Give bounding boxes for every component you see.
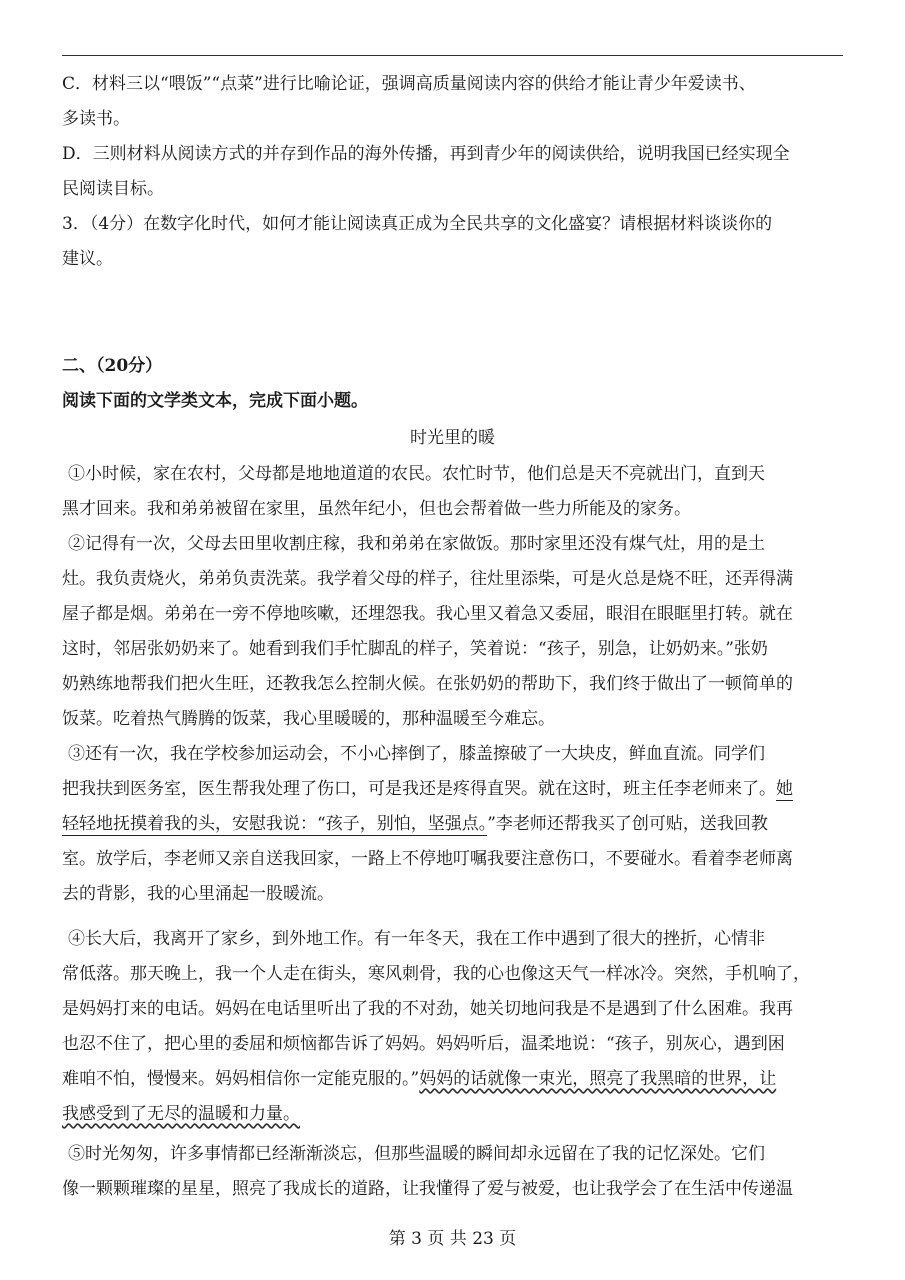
paragraph-1-line: ①小时候，家在农村，父母都是地地道道的农民。农忙时节，他们总是天不亮就出门，直到天 xyxy=(68,464,765,484)
question3-line1: 3．（4分）在数字化时代，如何才能让阅读真正成为全民共享的文化盛宴？请根据材料谈谈你的 xyxy=(62,214,773,234)
paragraph-3-line: 室。放学后，李老师又亲自送我回家，一路上不停地叮嘱我要注意伤口，不要碰水。看着李老师离 xyxy=(62,849,793,869)
paragraph-3-line xyxy=(62,813,842,835)
page-footer: 第 3 页 共 23 页 xyxy=(388,1229,517,1249)
paragraph-4-text: 难咱不怕，慢慢来。妈妈相信你一定能克服的。” xyxy=(62,1069,420,1089)
paragraph-1-line: 黑才回来。我和弟弟被留在家里，虽然年纪小，但也会帮着做一些力所能及的家务。 xyxy=(62,499,691,519)
paragraph-5-line: ⑤时光匆匆，许多事情都已经渐渐淡忘，但那些温暖的瞬间却永远留在了我的记忆深处。它们 xyxy=(68,1144,765,1164)
paragraph-3-line: ③还有一次，我在学校参加运动会，不小心摔倒了，膝盖擦破了一大块皮，鲜血直流。同学们 xyxy=(68,744,765,764)
paragraph-4-line xyxy=(62,1068,842,1090)
section-instruction: 阅读下面的文学类文本，完成下面小题。 xyxy=(62,391,368,411)
option-d-line1: D．三则材料从阅读方式的并存到作品的海外传播，再到青少年的阅读供给，说明我国已经实现全 xyxy=(62,144,790,164)
paragraph-2-line: 屋子都是烟。弟弟在一旁不停地咳嗽，还埋怨我。我心里又着急又委屈，眼泪在眼眶里打转。就在 xyxy=(62,604,793,624)
paragraph-2-line: 奶熟练地帮我们把火生旺，还教我怎么控制火候。在张奶奶的帮助下，我们终于做出了一顿简单的 xyxy=(62,674,793,694)
paragraph-4-line: ④长大后，我离开了家乡，到外地工作。有一年冬天，我在工作中遇到了很大的挫折，心情非 xyxy=(68,929,765,949)
wavy-underlined-sentence: 妈妈的话就像一束光，照亮了我黑暗的世界，让 xyxy=(419,1069,777,1089)
section-heading: 二、（20分） xyxy=(62,356,163,376)
paragraph-2-line: 饭菜。吃着热气腾腾的饭菜，我心里暖暖的，那种温暖至今难忘。 xyxy=(62,709,555,729)
option-c-line2: 多读书。 xyxy=(62,109,130,129)
underlined-sentence: 她 xyxy=(776,779,793,799)
paragraph-4-line: 也忍不住了，把心里的委屈和烦恼都告诉了妈妈。妈妈听后，温柔地说：“孩子，别灰心，遇到困 xyxy=(62,1034,785,1054)
paragraph-3-text: ”李老师还帮我买了创可贴，送我回教 xyxy=(487,814,768,834)
question3-line2: 建议。 xyxy=(62,249,113,269)
paragraph-3-line: 去的背影，我的心里涌起一股暖流。 xyxy=(62,884,334,904)
paragraph-3-text: 把我扶到医务室，医生帮我处理了伤口，可是我还是疼得直哭。就在这时，班主任李老师来了。 xyxy=(62,779,776,799)
wavy-underlined-sentence: 我感受到了无尽的温暖和力量。 xyxy=(62,1104,300,1124)
underlined-sentence: 轻轻地抚摸着我的头，安慰我说：“孩子，别怕，坚强点。 xyxy=(62,814,488,834)
top-rule xyxy=(62,55,843,56)
passage-title: 时光里的暖 xyxy=(410,428,495,448)
paragraph-4-line: 是妈妈打来的电话。妈妈在电话里听出了我的不对劲，她关切地问我是不是遇到了什么困难。我再 xyxy=(62,999,793,1019)
paragraph-2-line: 这时，邻居张奶奶来了。她看到我们手忙脚乱的样子，笑着说：“孩子，别急，让奶奶来。”张奶 xyxy=(62,639,768,659)
paragraph-4-line: 常低落。那天晚上，我一个人走在街头，寒风刺骨，我的心也像这天气一样冰冷。突然，手机响了， xyxy=(62,964,810,984)
paragraph-4-line xyxy=(62,1103,842,1125)
paragraph-2-line: ②记得有一次，父母去田里收割庄稼，我和弟弟在家做饭。那时家里还没有煤气灶，用的是土 xyxy=(68,534,765,554)
paragraph-3-line xyxy=(62,778,842,800)
paragraph-2-line: 灶。我负责烧火，弟弟负责洗菜。我学着父母的样子，往灶里添柴，可是火总是烧不旺，还弄得满 xyxy=(62,569,793,589)
option-c-line1: C．材料三以“喂饭”“点菜”进行比喻论证，强调高质量阅读内容的供给才能让青少年爱读书、 xyxy=(62,74,756,94)
paragraph-5-line: 像一颗颗璀璨的星星，照亮了我成长的道路，让我懂得了爱与被爱，也让我学会了在生活中传递温 xyxy=(62,1179,793,1199)
option-d-line2: 民阅读目标。 xyxy=(62,179,164,199)
